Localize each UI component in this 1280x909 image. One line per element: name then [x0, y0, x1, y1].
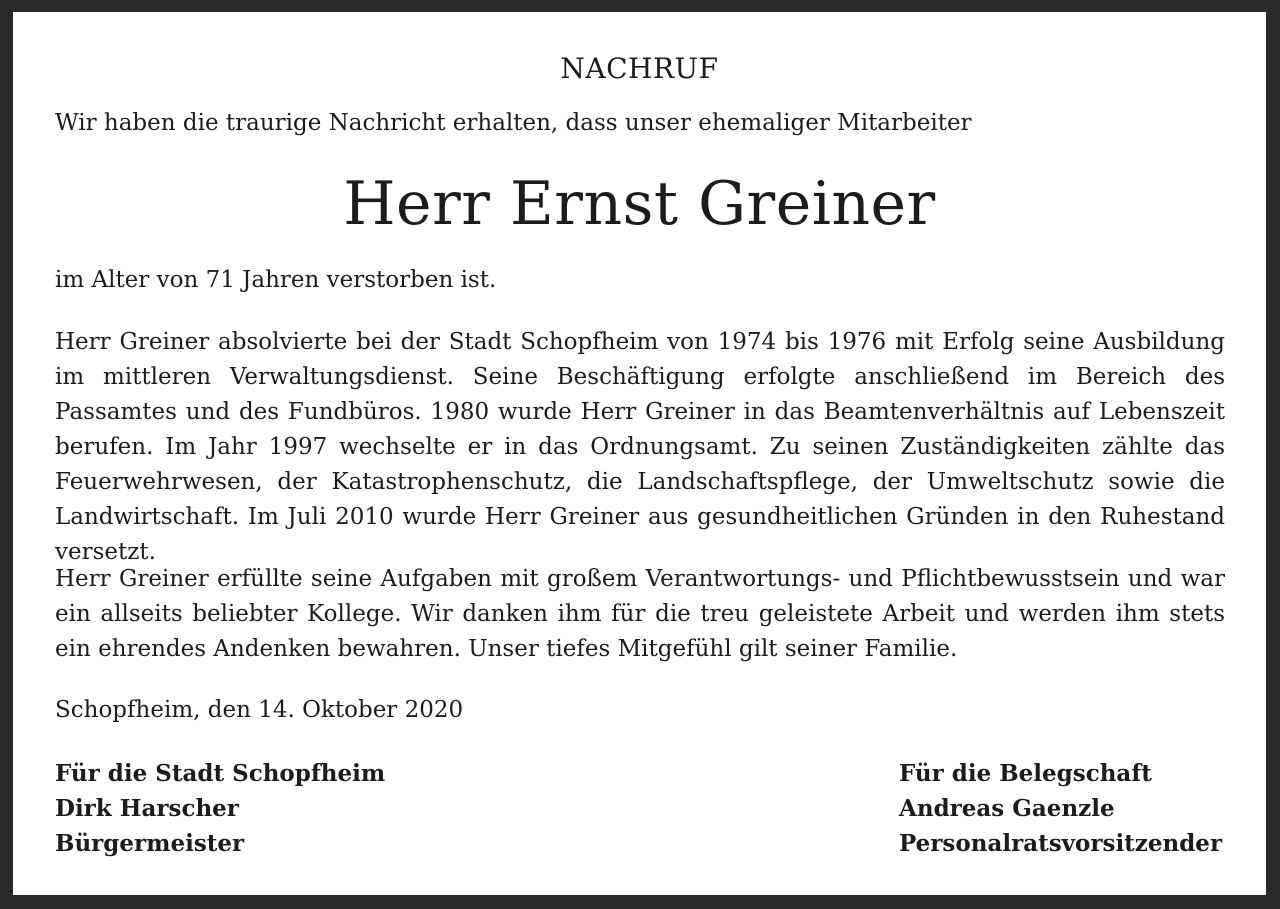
age-line: im Alter von 71 Jahren verstorben ist. [55, 267, 497, 293]
obituary-notice [13, 12, 1266, 895]
signature-name: Andreas Gaenzle [899, 795, 1115, 822]
signature-block-city [55, 756, 385, 861]
signature-name: Dirk Harscher [55, 795, 239, 822]
career-paragraph: Herr Greiner absolvierte bei der Stadt Schopfheim von 1974 bis 1976 mit Erfolg seine Ausbildung im mittleren Verwaltungsdienst. Seine Beschäftigung erfolgte anschließend im Bereich des Passamtes und des Fundbüros. 1980 wurde Herr Greiner in das Beamtenverhältnis auf Lebenszeit berufen. Im Jahr 1997 wechselte er in das Ordnungsamt. Zu seinen Zuständigkeiten zählte das Feuerwehrwesen, der Katastrophenschutz, die Landschaftspflege, der Umweltschutz sowie die Landwirtschaft. Im Juli 2010 wurde Herr Greiner aus gesundheitlichen Gründen in den Ruhestand versetzt. [55, 329, 1225, 565]
intro-text: Wir haben die traurige Nachricht erhalten, dass unser ehemaliger Mitarbeiter [55, 110, 972, 136]
notice-heading: NACHRUF [560, 52, 719, 85]
tribute-paragraph: Herr Greiner erfüllte seine Aufgaben mit großem Verantwortungs- und Pflichtbewusstsein und war ein allseits beliebter Kollege. Wir danken ihm für die treu geleistete Arbeit und werden ihm stets ein ehrendes Andenken bewahren. Unser tiefes Mitgefühl gilt seiner Familie. [55, 566, 1225, 662]
signature-role: Bürgermeister [55, 830, 245, 857]
deceased-name: Herr Ernst Greiner [343, 169, 936, 239]
signature-organization: Für die Belegschaft [899, 760, 1152, 787]
dateline: Schopfheim, den 14. Oktober 2020 [55, 697, 464, 723]
signature-role: Personalratsvorsitzender [899, 830, 1223, 857]
signature-block-staff [899, 756, 1222, 861]
signature-organization: Für die Stadt Schopfheim [55, 760, 386, 787]
